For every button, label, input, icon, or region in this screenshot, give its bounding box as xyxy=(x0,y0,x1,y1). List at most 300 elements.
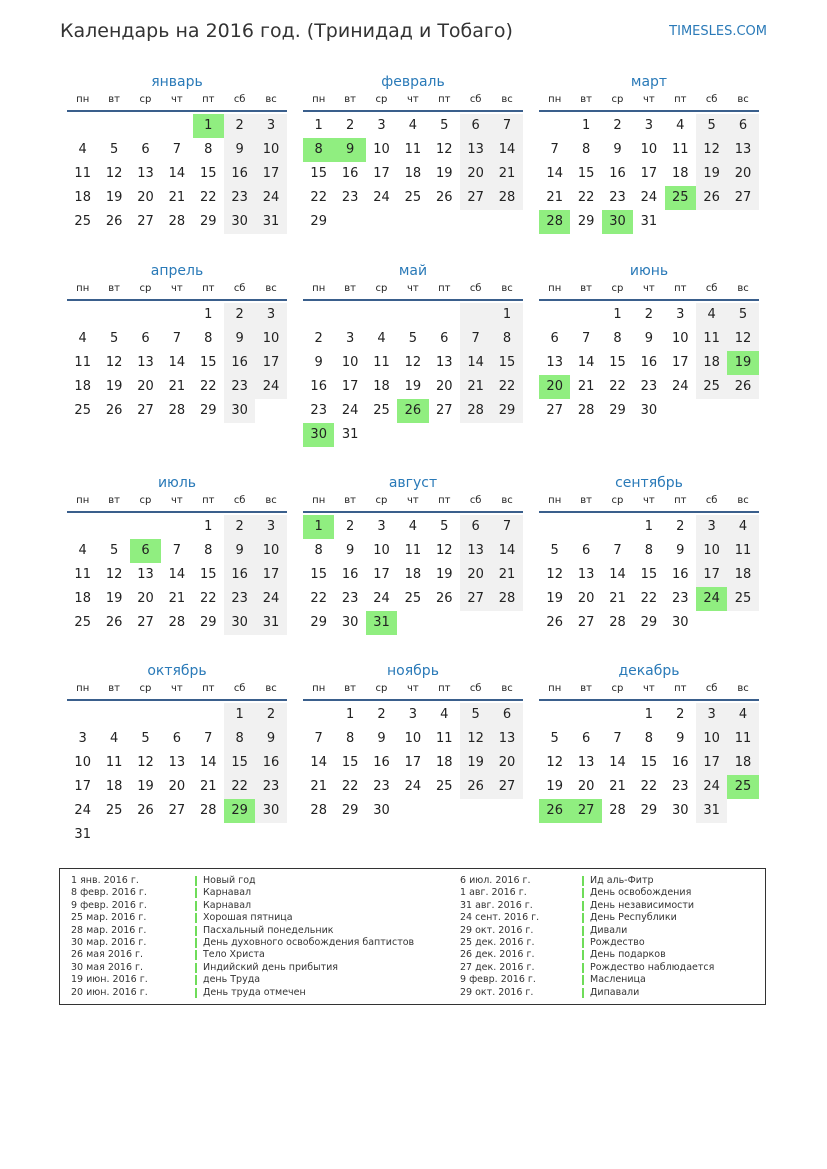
weekday-label: ср xyxy=(375,495,388,506)
day-cell: 3 xyxy=(255,303,286,327)
day-cell: 17 xyxy=(373,166,390,181)
weekday-header xyxy=(67,681,287,701)
empty-cell xyxy=(98,823,129,847)
day-cell: 10 xyxy=(255,539,286,563)
weeks xyxy=(303,703,523,823)
holiday-day-cell: 6 xyxy=(130,539,161,563)
weekday-label: вс xyxy=(501,683,513,694)
week-row xyxy=(67,775,287,799)
holiday-day-cell: 1 xyxy=(193,114,224,138)
day-cell: 10 xyxy=(671,331,689,346)
week-row xyxy=(303,611,523,635)
day-cell: 25 xyxy=(74,403,91,418)
weekday-label: вс xyxy=(737,683,749,694)
day-cell: 11 xyxy=(74,166,91,181)
day-cell: 5 xyxy=(550,731,559,746)
month-name: декабрь xyxy=(618,663,680,679)
day-cell: 8 xyxy=(224,727,255,751)
week-row xyxy=(539,375,759,399)
day-cell: 19 xyxy=(105,591,123,606)
day-cell: 5 xyxy=(696,114,727,138)
day-cell: 18 xyxy=(727,563,758,587)
day-cell: 22 xyxy=(341,779,359,794)
day-cell: 30 xyxy=(224,210,255,234)
holiday-day-cell: 1 xyxy=(303,515,334,539)
day-cell: 26 xyxy=(105,615,123,630)
week-row xyxy=(303,751,523,775)
holiday-day-cell: 19 xyxy=(727,351,758,375)
legend-date: 6 июл. 2016 г. xyxy=(460,875,531,886)
day-cell: 15 xyxy=(310,567,327,582)
holiday-legend xyxy=(59,868,766,1005)
week-row xyxy=(539,303,759,327)
weekday-label: чт xyxy=(407,94,419,105)
empty-cell xyxy=(429,210,460,234)
day-cell: 25 xyxy=(105,803,123,818)
week-row xyxy=(303,399,523,423)
day-cell: 15 xyxy=(199,567,217,582)
legend-date: 1 янв. 2016 г. xyxy=(71,875,139,886)
legend-holiday-name: день Труда xyxy=(203,974,261,986)
empty-cell xyxy=(397,799,428,823)
weekday-label: ср xyxy=(139,94,152,105)
day-cell: 27 xyxy=(137,615,154,630)
weekday-label: пн xyxy=(548,495,562,506)
day-cell: 31 xyxy=(74,827,91,842)
day-cell: 28 xyxy=(199,803,217,818)
day-cell: 29 xyxy=(640,803,658,818)
day-cell: 2 xyxy=(613,118,622,133)
day-cell: 12 xyxy=(460,727,491,751)
day-cell: 8 xyxy=(644,731,653,746)
day-cell: 4 xyxy=(78,543,87,558)
day-cell: 18 xyxy=(696,351,727,375)
day-cell: 9 xyxy=(224,138,255,162)
empty-cell xyxy=(491,611,522,635)
day-cell: 4 xyxy=(696,303,727,327)
empty-cell xyxy=(161,303,192,327)
day-cell: 24 xyxy=(255,375,286,399)
week-row xyxy=(303,515,523,539)
day-cell: 11 xyxy=(74,355,91,370)
week-row xyxy=(303,587,523,611)
weekday-header xyxy=(539,493,759,513)
day-cell: 30 xyxy=(224,611,255,635)
weekday-label: пт xyxy=(674,495,687,506)
day-cell: 26 xyxy=(727,375,758,399)
empty-cell xyxy=(303,303,334,327)
day-cell: 5 xyxy=(109,142,119,157)
day-cell: 14 xyxy=(491,539,522,563)
day-cell: 26 xyxy=(435,190,453,205)
day-cell: 30 xyxy=(671,615,689,630)
weekday-label: ср xyxy=(375,683,388,694)
day-cell: 21 xyxy=(168,591,186,606)
day-cell: 16 xyxy=(224,563,255,587)
day-cell: 10 xyxy=(640,142,658,157)
day-cell: 29 xyxy=(310,214,327,229)
day-cell: 11 xyxy=(727,539,758,563)
day-cell: 13 xyxy=(577,567,595,582)
day-cell: 25 xyxy=(727,587,758,611)
weekday-label: пт xyxy=(438,683,451,694)
weeks xyxy=(67,515,287,635)
day-cell: 3 xyxy=(377,118,386,133)
day-cell: 3 xyxy=(377,519,386,534)
day-cell: 11 xyxy=(105,755,123,770)
day-cell: 23 xyxy=(341,591,359,606)
day-cell: 20 xyxy=(460,563,491,587)
week-row xyxy=(67,375,287,399)
day-cell: 4 xyxy=(78,142,87,157)
day-cell: 10 xyxy=(373,142,390,157)
empty-cell xyxy=(539,303,570,327)
day-cell: 22 xyxy=(224,775,255,799)
day-cell: 2 xyxy=(345,118,355,133)
week-row xyxy=(539,210,759,234)
day-cell: 21 xyxy=(609,779,626,794)
legend-holiday-name: День освобождения xyxy=(590,887,692,899)
day-cell: 15 xyxy=(491,351,522,375)
empty-cell xyxy=(491,210,522,234)
day-cell: 15 xyxy=(577,166,595,181)
holiday-day-cell: 28 xyxy=(539,210,570,234)
day-cell: 17 xyxy=(373,567,390,582)
holiday-day-cell: 29 xyxy=(224,799,255,823)
weekday-label: пт xyxy=(674,283,687,294)
weekday-label: ср xyxy=(611,683,624,694)
day-cell: 14 xyxy=(199,755,217,770)
day-cell: 4 xyxy=(727,515,758,539)
legend-marker xyxy=(582,913,584,923)
day-cell: 23 xyxy=(609,190,626,205)
empty-cell xyxy=(161,515,192,539)
week-row xyxy=(303,423,523,447)
day-cell: 7 xyxy=(172,543,181,558)
week-row xyxy=(67,515,287,539)
week-row xyxy=(303,375,523,399)
weekday-label: пт xyxy=(202,283,215,294)
weekday-label: пн xyxy=(312,495,326,506)
legend-marker xyxy=(195,988,197,998)
weekday-label: сб xyxy=(233,683,246,694)
week-row xyxy=(67,114,287,138)
empty-cell xyxy=(397,611,428,635)
day-cell: 27 xyxy=(491,775,522,799)
weekday-header xyxy=(539,681,759,701)
day-cell: 6 xyxy=(581,543,591,558)
week-row xyxy=(303,563,523,587)
legend-date: 1 авг. 2016 г. xyxy=(460,887,527,899)
week-row xyxy=(67,303,287,327)
day-cell: 26 xyxy=(460,775,491,799)
weekday-label: сб xyxy=(469,94,482,105)
weekday-label: пн xyxy=(312,94,326,105)
day-cell: 24 xyxy=(373,591,390,606)
day-cell: 2 xyxy=(255,703,286,727)
day-cell: 5 xyxy=(460,703,491,727)
week-row xyxy=(303,162,523,186)
day-cell: 3 xyxy=(696,515,727,539)
holiday-day-cell: 26 xyxy=(397,399,428,423)
day-cell: 24 xyxy=(341,403,359,418)
empty-cell xyxy=(460,210,491,234)
weekday-label: пт xyxy=(438,495,451,506)
weekday-label: вт xyxy=(108,683,120,694)
day-cell: 26 xyxy=(137,803,154,818)
week-row xyxy=(67,399,287,423)
day-cell: 28 xyxy=(168,214,186,229)
day-cell: 4 xyxy=(408,118,417,133)
week-row xyxy=(303,351,523,375)
week-row xyxy=(303,539,523,563)
weekday-label: чт xyxy=(407,495,419,506)
weekday-label: вс xyxy=(265,94,277,105)
day-cell: 8 xyxy=(204,142,213,157)
month-name: январь xyxy=(151,74,203,90)
weeks xyxy=(67,303,287,423)
day-cell: 5 xyxy=(550,543,559,558)
legend-marker xyxy=(195,938,197,948)
weekday-label: вс xyxy=(737,495,749,506)
weeks xyxy=(539,114,759,234)
empty-cell xyxy=(727,611,758,635)
weekday-label: чт xyxy=(643,283,655,294)
day-cell: 27 xyxy=(137,214,154,229)
day-cell: 13 xyxy=(460,539,491,563)
week-row xyxy=(303,799,523,823)
day-cell: 11 xyxy=(696,327,727,351)
day-cell: 21 xyxy=(491,563,522,587)
day-cell: 6 xyxy=(727,114,758,138)
empty-cell xyxy=(602,515,633,539)
day-cell: 1 xyxy=(204,307,213,322)
weekday-label: вт xyxy=(344,495,356,506)
weekday-label: вт xyxy=(108,94,120,105)
legend-holiday-name: Карнавал xyxy=(203,887,252,899)
week-row xyxy=(539,703,759,727)
legend-date: 28 мар. 2016 г. xyxy=(71,924,147,936)
day-cell: 4 xyxy=(109,731,119,746)
empty-cell xyxy=(429,611,460,635)
day-cell: 17 xyxy=(671,355,689,370)
legend-date: 9 февр. 2016 г. xyxy=(71,899,147,911)
legend-marker xyxy=(195,963,197,973)
day-cell: 22 xyxy=(491,375,522,399)
month-12 xyxy=(539,661,759,823)
legend-date: 29 окт. 2016 г. xyxy=(460,924,534,936)
day-cell: 26 xyxy=(696,186,727,210)
day-cell: 29 xyxy=(640,615,658,630)
week-row xyxy=(303,727,523,751)
week-row xyxy=(539,186,759,210)
day-cell: 19 xyxy=(404,379,422,394)
legend-marker xyxy=(582,888,584,898)
day-cell: 14 xyxy=(546,166,563,181)
weekday-header xyxy=(539,281,759,301)
day-cell: 14 xyxy=(168,567,186,582)
empty-cell xyxy=(696,611,727,635)
week-row xyxy=(67,563,287,587)
day-cell: 11 xyxy=(74,567,91,582)
empty-cell xyxy=(397,303,428,327)
site-link[interactable]: TIMESLES.COM xyxy=(669,24,767,39)
day-cell: 28 xyxy=(609,803,626,818)
day-cell: 9 xyxy=(314,355,323,370)
day-cell: 3 xyxy=(696,703,727,727)
week-row xyxy=(67,186,287,210)
empty-cell xyxy=(334,303,365,327)
weekday-label: чт xyxy=(171,683,183,694)
weekday-label: пн xyxy=(76,683,90,694)
day-cell: 3 xyxy=(644,118,653,133)
empty-cell xyxy=(460,303,491,327)
weeks xyxy=(539,303,759,423)
day-cell: 2 xyxy=(314,331,323,346)
day-cell: 28 xyxy=(491,587,522,611)
weeks xyxy=(303,515,523,635)
empty-cell xyxy=(491,799,522,823)
empty-cell xyxy=(397,423,428,447)
empty-cell xyxy=(539,114,570,138)
week-row xyxy=(539,799,759,823)
legend-holiday-name: День труда отмечен xyxy=(203,986,306,998)
day-cell: 12 xyxy=(137,755,154,770)
day-cell: 8 xyxy=(204,331,213,346)
day-cell: 20 xyxy=(168,779,186,794)
day-cell: 16 xyxy=(224,162,255,186)
empty-cell xyxy=(98,703,129,727)
holiday-day-cell: 31 xyxy=(366,611,397,635)
day-cell: 5 xyxy=(408,331,417,346)
day-cell: 1 xyxy=(314,118,323,133)
weekday-label: вт xyxy=(344,94,356,105)
day-cell: 10 xyxy=(404,731,422,746)
day-cell: 20 xyxy=(137,591,154,606)
day-cell: 25 xyxy=(404,190,422,205)
day-cell: 20 xyxy=(491,751,522,775)
weekday-label: пн xyxy=(548,94,562,105)
day-cell: 17 xyxy=(341,379,359,394)
day-cell: 18 xyxy=(671,166,689,181)
weekday-label: вт xyxy=(344,683,356,694)
week-row xyxy=(67,751,287,775)
day-cell: 1 xyxy=(491,303,522,327)
week-row xyxy=(67,351,287,375)
day-cell: 10 xyxy=(341,355,359,370)
holiday-day-cell: 30 xyxy=(602,210,633,234)
day-cell: 24 xyxy=(255,587,286,611)
day-cell: 6 xyxy=(581,731,591,746)
empty-cell xyxy=(429,303,460,327)
weekday-label: ср xyxy=(611,283,624,294)
week-row xyxy=(539,351,759,375)
day-cell: 7 xyxy=(550,142,559,157)
week-row xyxy=(67,823,287,847)
week-row xyxy=(67,611,287,635)
day-cell: 25 xyxy=(74,615,91,630)
day-cell: 23 xyxy=(671,591,689,606)
day-cell: 3 xyxy=(78,731,87,746)
day-cell: 22 xyxy=(640,779,658,794)
day-cell: 24 xyxy=(74,803,91,818)
day-cell: 13 xyxy=(435,355,453,370)
empty-cell xyxy=(130,823,161,847)
day-cell: 19 xyxy=(435,567,453,582)
weekday-label: сб xyxy=(469,495,482,506)
day-cell: 27 xyxy=(435,403,453,418)
legend-holiday-name: День духовного освобождения баптистов xyxy=(203,936,415,948)
day-cell: 16 xyxy=(341,166,359,181)
weekday-label: сб xyxy=(705,495,718,506)
day-cell: 7 xyxy=(204,731,213,746)
day-cell: 18 xyxy=(373,379,390,394)
day-cell: 2 xyxy=(224,303,255,327)
day-cell: 17 xyxy=(404,755,422,770)
day-cell: 1 xyxy=(581,118,591,133)
day-cell: 24 xyxy=(255,186,286,210)
day-cell: 7 xyxy=(491,114,522,138)
week-row xyxy=(539,539,759,563)
week-row xyxy=(539,563,759,587)
day-cell: 9 xyxy=(613,142,622,157)
day-cell: 17 xyxy=(696,751,727,775)
day-cell: 8 xyxy=(581,142,591,157)
day-cell: 7 xyxy=(491,515,522,539)
weekday-label: пн xyxy=(312,683,326,694)
day-cell: 13 xyxy=(137,567,154,582)
empty-cell xyxy=(67,515,98,539)
day-cell: 12 xyxy=(546,755,563,770)
empty-cell xyxy=(570,303,601,327)
legend-date: 29 окт. 2016 г. xyxy=(460,986,534,998)
legend-marker xyxy=(582,876,584,886)
day-cell: 7 xyxy=(613,731,622,746)
legend-holiday-name: Карнавал xyxy=(203,899,252,911)
day-cell: 28 xyxy=(310,803,327,818)
weekday-label: пн xyxy=(312,283,326,294)
week-row xyxy=(303,327,523,351)
week-row xyxy=(303,138,523,162)
day-cell: 6 xyxy=(141,331,150,346)
weekday-header xyxy=(67,92,287,112)
weekday-label: вт xyxy=(108,495,120,506)
legend-date: 27 дек. 2016 г. xyxy=(460,961,535,973)
day-cell: 14 xyxy=(491,138,522,162)
day-cell: 17 xyxy=(696,563,727,587)
day-cell: 29 xyxy=(199,615,217,630)
weekday-label: сб xyxy=(233,283,246,294)
day-cell: 10 xyxy=(373,543,390,558)
week-row xyxy=(539,138,759,162)
legend-holiday-name: Дипавали xyxy=(590,986,640,998)
month-name: май xyxy=(398,263,428,279)
weekday-label: пт xyxy=(438,94,451,105)
month-6 xyxy=(539,261,759,423)
day-cell: 11 xyxy=(404,142,422,157)
holiday-day-cell: 24 xyxy=(696,587,727,611)
empty-cell xyxy=(98,114,129,138)
month-7 xyxy=(67,473,287,635)
day-cell: 3 xyxy=(676,307,685,322)
legend-holiday-name: Масленица xyxy=(590,974,646,986)
day-cell: 7 xyxy=(613,543,622,558)
day-cell: 2 xyxy=(345,519,355,534)
legend-holiday-name: Ид аль-Фитр xyxy=(590,875,654,886)
empty-cell xyxy=(397,210,428,234)
legend-holiday-name: Рождество наблюдается xyxy=(590,961,715,973)
day-cell: 14 xyxy=(609,567,626,582)
